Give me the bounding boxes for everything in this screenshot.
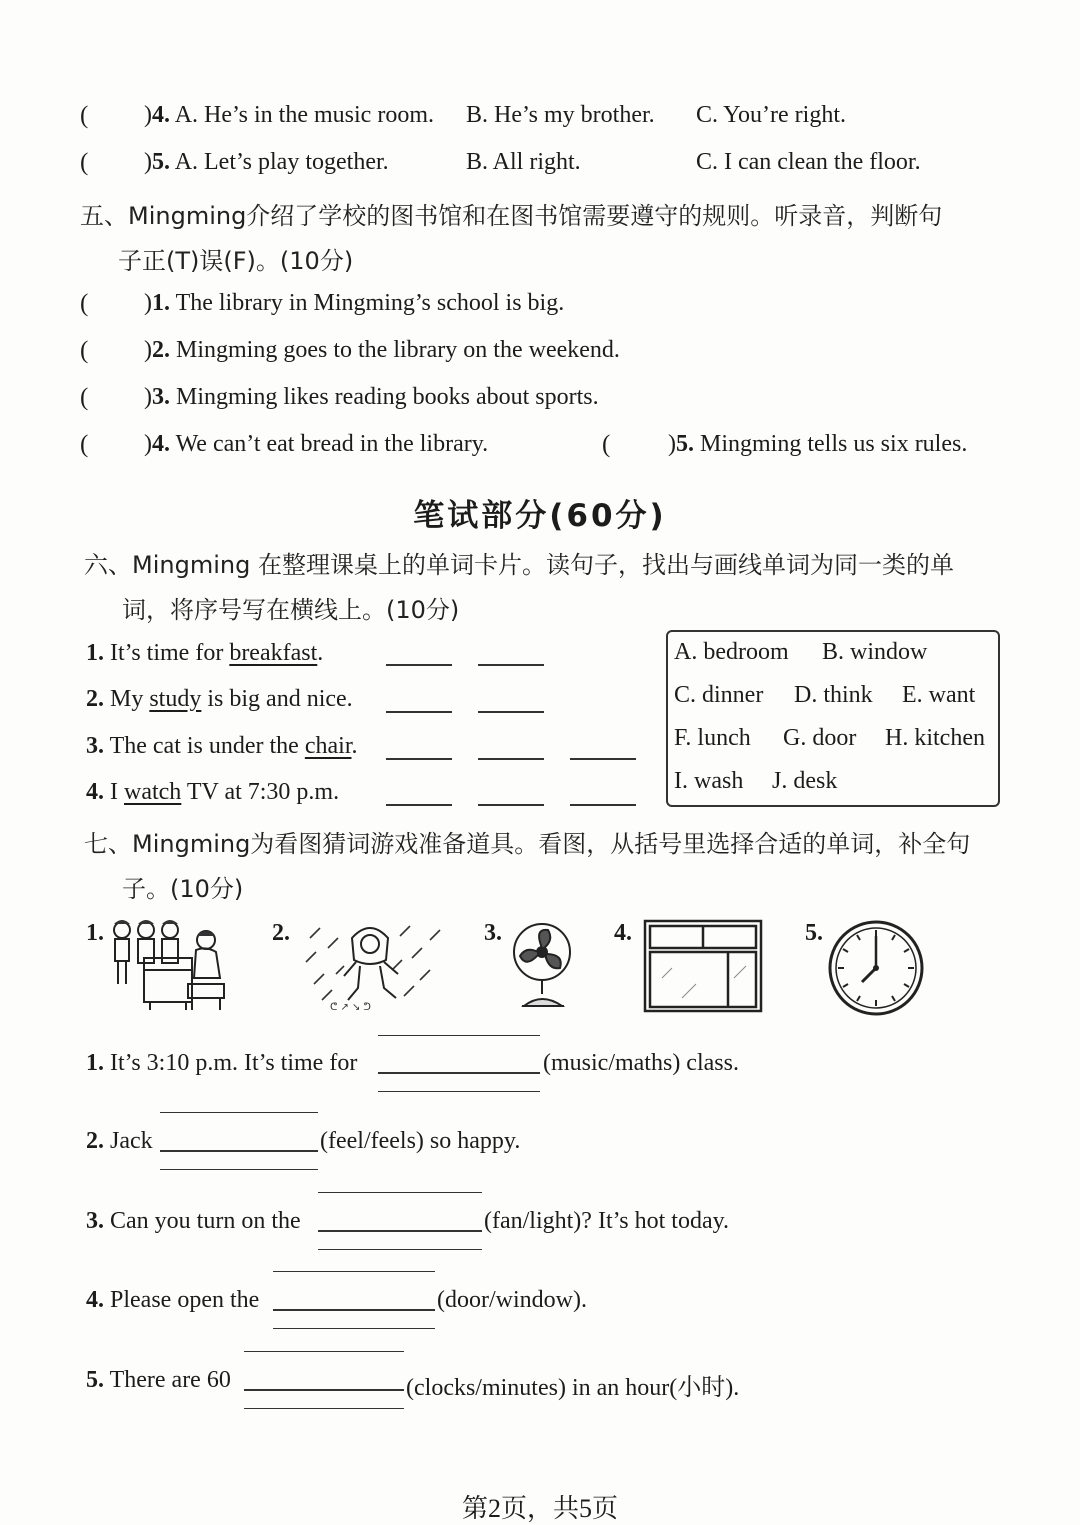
section-title-cont: 子正(T)误(F)。(10分)	[118, 247, 354, 275]
sentence	[86, 640, 323, 667]
sentence-text: is big and nice.	[201, 686, 353, 712]
item-number: 4.	[86, 779, 104, 805]
section-title: 五、Mingming介绍了学校的图书馆和在图书馆需要遵守的规则。听录音，判断句	[80, 202, 943, 230]
statement: )4. We can’t eat bread in the library.	[144, 431, 489, 457]
sentence-text: Jack	[110, 1128, 153, 1154]
page-number-footer: 第2页，共5页	[461, 1494, 618, 1523]
child-in-rain-icon	[300, 918, 446, 1014]
answer-blank[interactable]	[386, 664, 452, 666]
sentence-text: .	[317, 640, 324, 666]
answer-blank[interactable]	[273, 1309, 435, 1311]
picture-label: 2.	[272, 920, 290, 946]
answer-blank[interactable]	[478, 804, 544, 806]
answer-paren[interactable]: (	[80, 102, 89, 129]
answer-blank[interactable]	[386, 711, 452, 713]
choice-text: (music/maths) class.	[543, 1050, 739, 1076]
svg-text:ᕦ ↗ ↘ ᕤ: ᕦ ↗ ↘ ᕤ	[330, 1002, 371, 1013]
option-c: C. You’re right.	[696, 102, 847, 128]
word-option: I. wash	[674, 768, 744, 794]
answer-blank[interactable]	[478, 711, 544, 713]
answer-blank[interactable]	[378, 1072, 540, 1074]
sentence	[86, 686, 353, 713]
electric-fan-icon	[508, 918, 578, 1010]
sentence-text: It’s 3:10 p.m. It’s time for	[110, 1050, 358, 1076]
item-number: 3.	[86, 1208, 104, 1234]
word-option: C. dinner	[674, 682, 764, 708]
window-icon	[642, 918, 764, 1014]
word-option: E. want	[902, 682, 976, 708]
word-option: G. door	[783, 725, 857, 751]
item-number: 4.	[86, 1287, 104, 1313]
item-number: 5.	[86, 1367, 104, 1393]
answer-blank[interactable]	[386, 804, 452, 806]
item-number: 1.	[152, 290, 170, 316]
sentence	[86, 1050, 357, 1077]
option-a: A. Let’s play together.	[174, 149, 389, 175]
sentence	[86, 779, 339, 806]
word-option: A. bedroom	[674, 639, 789, 665]
sentence-text: Can you turn on the	[110, 1208, 301, 1234]
section-title: 七、Mingming为看图猜词游戏准备道具。看图，从括号里选择合适的单词，补全句	[84, 830, 971, 858]
writing-guide-line	[318, 1192, 482, 1193]
writing-guide-line	[318, 1249, 482, 1250]
item-number: 5.	[152, 149, 170, 175]
answer-blank[interactable]	[160, 1150, 318, 1152]
sentence-text: The cat is under the	[109, 733, 305, 759]
answer-paren[interactable]: (	[80, 431, 89, 458]
item-number: 3.	[86, 733, 104, 759]
answer-paren[interactable]: (	[80, 337, 89, 364]
choice-text: (feel/feels) so happy.	[320, 1128, 521, 1154]
choice-text: (fan/light)? It’s hot today.	[484, 1208, 730, 1234]
question-item: )5. A. Let’s play together.	[144, 149, 389, 175]
sentence-text: I	[110, 779, 124, 805]
writing-guide-line	[273, 1271, 435, 1272]
option-b: B. He’s my brother.	[466, 102, 655, 128]
answer-blank[interactable]	[244, 1389, 404, 1391]
writing-guide-line	[244, 1351, 404, 1352]
writing-guide-line	[378, 1091, 540, 1092]
clock-icon	[826, 918, 926, 1018]
sentence	[86, 1128, 153, 1155]
underlined-word: watch	[124, 779, 182, 805]
picture-label: 5.	[805, 920, 823, 946]
item-number: 4.	[152, 431, 170, 457]
word-option: H. kitchen	[885, 725, 985, 751]
writing-guide-line	[160, 1169, 318, 1170]
picture-label: 1.	[86, 920, 104, 946]
statement-text: Mingming tells us six rules.	[700, 431, 968, 457]
sentence	[86, 1208, 301, 1235]
word-option: F. lunch	[674, 725, 751, 751]
word-option: D. think	[794, 682, 873, 708]
statement-text: We can’t eat bread in the library.	[175, 431, 489, 457]
item-number: 1.	[86, 640, 104, 666]
answer-paren[interactable]: (	[80, 290, 89, 317]
answer-blank[interactable]	[318, 1230, 482, 1232]
item-number: 2.	[86, 1128, 104, 1154]
writing-guide-line	[160, 1112, 318, 1113]
section-title: 六、Mingming 在整理课桌上的单词卡片。读句子，找出与画线单词为同一类的单	[84, 551, 954, 579]
answer-paren[interactable]: (	[80, 384, 89, 411]
underlined-word: breakfast	[229, 640, 318, 666]
sentence-text: My	[110, 686, 150, 712]
item-number: 1.	[86, 1050, 104, 1076]
underlined-word: study	[149, 686, 202, 712]
sentence-text: .	[351, 733, 358, 759]
statement-text: The library in Mingming’s school is big.	[175, 290, 565, 316]
statement-text: Mingming goes to the library on the weekend.	[176, 337, 620, 363]
choice-text: (door/window).	[437, 1287, 587, 1313]
statement: )1. The library in Mingming’s school is big.	[144, 290, 565, 316]
sentence-text: There are 60	[109, 1367, 231, 1393]
item-number: 3.	[152, 384, 170, 410]
written-part-title: 笔试部分(60分)	[413, 498, 667, 534]
statement: )3. Mingming likes reading books about sports.	[144, 384, 599, 410]
sentence	[86, 733, 357, 760]
writing-guide-line	[378, 1035, 540, 1036]
sentence-text: It’s time for	[110, 640, 230, 666]
children-at-piano-icon	[108, 918, 234, 1014]
option-c: C. I can clean the floor.	[696, 149, 921, 175]
writing-guide-line	[244, 1408, 404, 1409]
picture-label: 4.	[614, 920, 632, 946]
sentence-text: Please open the	[110, 1287, 260, 1313]
answer-paren[interactable]: (	[602, 431, 611, 458]
question-item: )4. A. He’s in the music room.	[144, 102, 434, 128]
word-option: J. desk	[772, 768, 838, 794]
statement: )5. Mingming tells us six rules.	[668, 431, 968, 457]
answer-blank[interactable]	[570, 804, 636, 806]
sentence	[86, 1367, 231, 1394]
answer-blank[interactable]	[386, 758, 452, 760]
item-number: 2.	[86, 686, 104, 712]
statement-text: Mingming likes reading books about sports.	[176, 384, 599, 410]
picture-label: 3.	[484, 920, 502, 946]
answer-paren[interactable]: (	[80, 149, 89, 176]
item-number: 5.	[676, 431, 694, 457]
section-title-cont: 词，将序号写在横线上。(10分)	[122, 596, 460, 624]
item-number: 4.	[152, 102, 170, 128]
option-b: B. All right.	[466, 149, 581, 175]
word-option: B. window	[822, 639, 928, 665]
section-title-cont: 子。(10分)	[122, 875, 244, 903]
writing-guide-line	[273, 1328, 435, 1329]
sentence-text: TV at 7:30 p.m.	[181, 779, 340, 805]
answer-blank[interactable]	[478, 664, 544, 666]
statement: )2. Mingming goes to the library on the weekend.	[144, 337, 620, 363]
sentence	[86, 1287, 259, 1314]
option-a: A. He’s in the music room.	[174, 102, 434, 128]
choice-text: (clocks/minutes) in an hour(小时).	[406, 1375, 740, 1401]
item-number: 2.	[152, 337, 170, 363]
underlined-word: chair	[304, 733, 352, 759]
answer-blank[interactable]	[570, 758, 636, 760]
answer-blank[interactable]	[478, 758, 544, 760]
